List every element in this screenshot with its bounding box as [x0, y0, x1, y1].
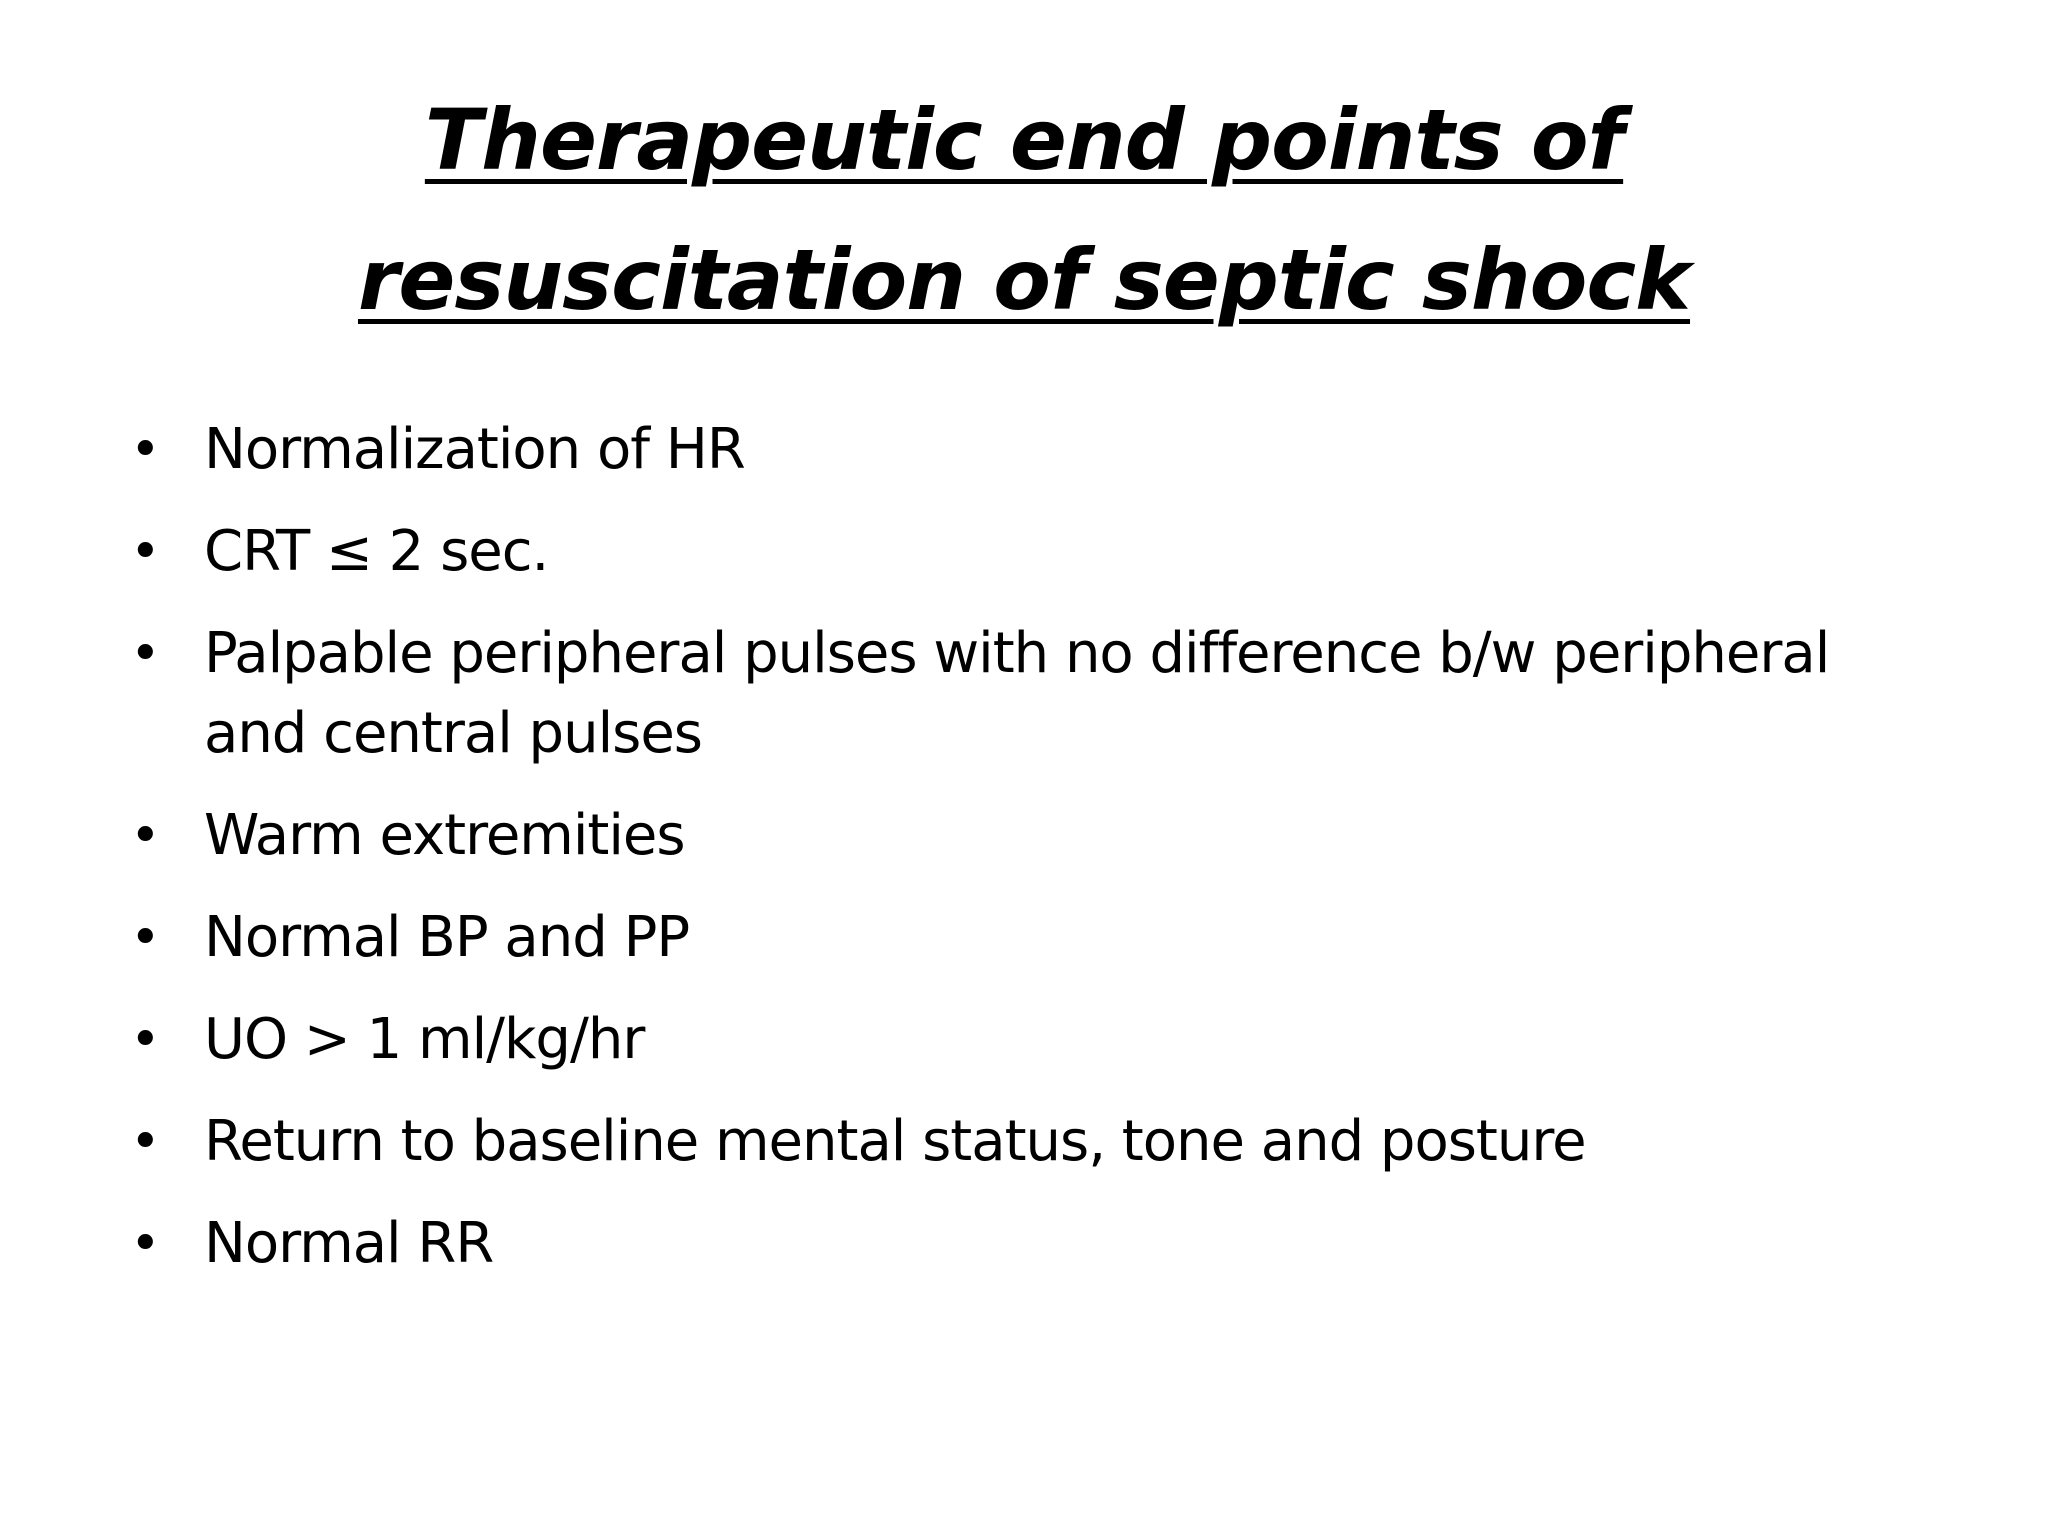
- title-line-1: Therapeutic end points of: [424, 91, 1624, 189]
- list-item: [120, 1102, 1940, 1182]
- bullet-text: Palpable peripheral pulses with no difference b/w peripheral and central pulses: [204, 621, 1830, 766]
- list-item: [120, 512, 1940, 592]
- bullet-icon: •: [130, 1010, 160, 1070]
- bullet-text: Warm extremities: [204, 803, 685, 868]
- slide-title: [160, 70, 1888, 350]
- list-item: [120, 898, 1940, 978]
- list-item: [120, 410, 1940, 490]
- bullet-icon: •: [130, 522, 160, 582]
- list-item: [120, 1000, 1940, 1080]
- bullet-text: Return to baseline mental status, tone and posture: [204, 1109, 1586, 1174]
- bullet-icon: •: [130, 1214, 160, 1274]
- title-line-2: resuscitation of septic shock: [357, 231, 1691, 329]
- list-item: [120, 614, 1904, 774]
- bullet-icon: •: [130, 420, 160, 480]
- bullet-icon: •: [130, 624, 160, 684]
- bullet-icon: •: [130, 908, 160, 968]
- bullet-icon: •: [130, 1112, 160, 1172]
- bullet-list: [120, 410, 1940, 1306]
- bullet-text: UO > 1 ml/kg/hr: [204, 1007, 645, 1072]
- bullet-icon: •: [130, 806, 160, 866]
- bullet-text: Normalization of HR: [204, 417, 745, 482]
- bullet-text: CRT ≤ 2 sec.: [204, 519, 549, 584]
- list-item: [120, 796, 1940, 876]
- bullet-text: Normal RR: [204, 1211, 494, 1276]
- list-item: [120, 1204, 1940, 1284]
- bullet-text: Normal BP and PP: [204, 905, 690, 970]
